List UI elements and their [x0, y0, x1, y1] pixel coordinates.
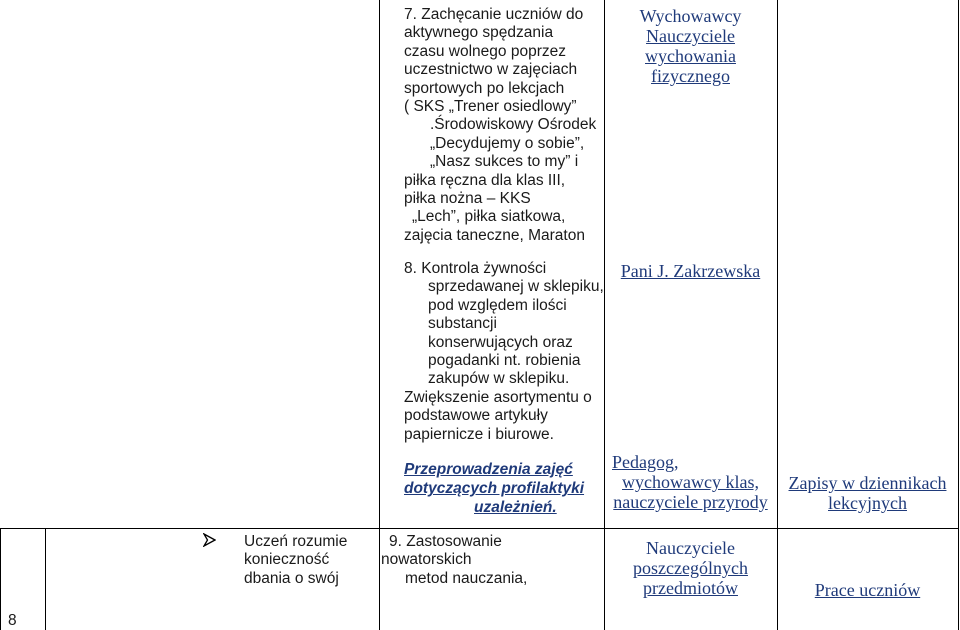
table-right-border [958, 0, 959, 630]
row9-responsible [604, 538, 777, 598]
column-divider-1 [45, 528, 46, 630]
row8-activity-line: pogadanki nt. robienia [428, 352, 581, 370]
row7-activity-line: sportowych po lekcjach [404, 79, 565, 97]
column-divider-4 [777, 0, 778, 630]
row7-responsible-line: Nauczyciele [646, 26, 735, 46]
row-divider [0, 528, 959, 529]
row9-goal-line: konieczność [244, 551, 330, 569]
row9-activity [381, 533, 603, 588]
row8-activity-line: podstawowe artykuły [404, 407, 548, 425]
row-number: 8 [8, 612, 17, 629]
row7-activity-line: „Nasz sukces to my” i [430, 153, 579, 171]
row9-evaluation: Prace uczniów [814, 580, 921, 600]
row8-activity-line: substancji [428, 315, 497, 333]
row9-responsible-line: Nauczyciele [646, 538, 735, 558]
row7-activity-line: uczestnictwo w zajęciach [404, 61, 578, 79]
row7-activity-line: piłka nożna – KKS [404, 190, 531, 208]
row8-activity-line: konserwujących oraz [428, 333, 573, 351]
column-divider-2 [379, 0, 380, 630]
prof-activity-line: dotyczących profilaktyki [404, 480, 585, 497]
prof-activity-line: Przeprowadzenia zajęć [404, 461, 573, 478]
row7-responsible-line: fizycznego [651, 66, 730, 86]
row9-activity-line: metod nauczania, [405, 569, 528, 587]
row9-activity-line: nowatorskich [381, 551, 472, 569]
row7-activity [404, 6, 604, 245]
prof-evaluation [777, 473, 958, 513]
prof-responsible-line: Pedagog, [612, 452, 679, 472]
prof-responsible-line: wychowawcy klas, [622, 472, 759, 492]
row7-responsible [604, 6, 777, 86]
arrow-bullet-icon-svg [203, 533, 216, 547]
row7-activity-line: „Decydujemy o sobie”, [430, 134, 585, 152]
row7-activity-line: zajęcia taneczne, Maraton [404, 226, 585, 244]
row7-responsible-line: wychowania [645, 46, 736, 66]
row8-responsible: Pani J. Zakrzewska [620, 261, 761, 281]
row7-activity-line: aktywnego spędzania [404, 24, 554, 42]
row9-responsible-line: poszczególnych [633, 558, 748, 578]
prof-evaluation-line: Zapisy w dziennikach [788, 473, 947, 493]
row9-goal-line: Uczeń rozumie [244, 533, 348, 550]
row7-activity-line: 7. Zachęcanie uczniów do [404, 6, 584, 23]
row8-activity-line: zakupów w sklepiku. [428, 370, 570, 388]
row7-activity-line: ( SKS „Trener osiedlowy” [404, 98, 577, 116]
row8-activity-line: sprzedawanej w sklepiku, [428, 278, 604, 296]
prof-activity [404, 460, 604, 517]
row8-activity-line: papiernicze i biurowe. [404, 425, 554, 443]
row9-activity-line: 9. Zastosowanie [389, 533, 502, 550]
prof-responsible [604, 452, 777, 512]
arrow-bullet-icon [203, 533, 216, 551]
row9-goal-line: dbania o swój [244, 569, 339, 587]
row8-activity-line: pod względem ilości [428, 296, 567, 314]
row9-goal [244, 533, 379, 588]
row8-activity-line: 8. Kontrola żywności [404, 260, 547, 277]
column-divider-3 [604, 0, 605, 630]
prof-evaluation-line: lekcyjnych [828, 493, 907, 513]
row7-activity-line: piłka ręczna dla klas III, [404, 171, 566, 189]
row9-responsible-line: przedmiotów [643, 578, 738, 598]
row7-responsible-line: Wychowawcy [639, 6, 742, 26]
row8-activity-line: Zwiększenie asortymentu o [404, 388, 592, 406]
row7-activity-line: .Środowiskowy Ośrodek [430, 116, 597, 134]
prof-responsible-line: nauczyciele przyrody [613, 492, 768, 512]
table-left-border [0, 528, 1, 630]
prof-activity-line: uzależnień. [474, 499, 557, 516]
row8-activity [404, 260, 604, 444]
row7-activity-line: „Lech”, piłka siatkowa, [412, 208, 566, 226]
row7-activity-line: czasu wolnego poprzez [404, 42, 566, 60]
